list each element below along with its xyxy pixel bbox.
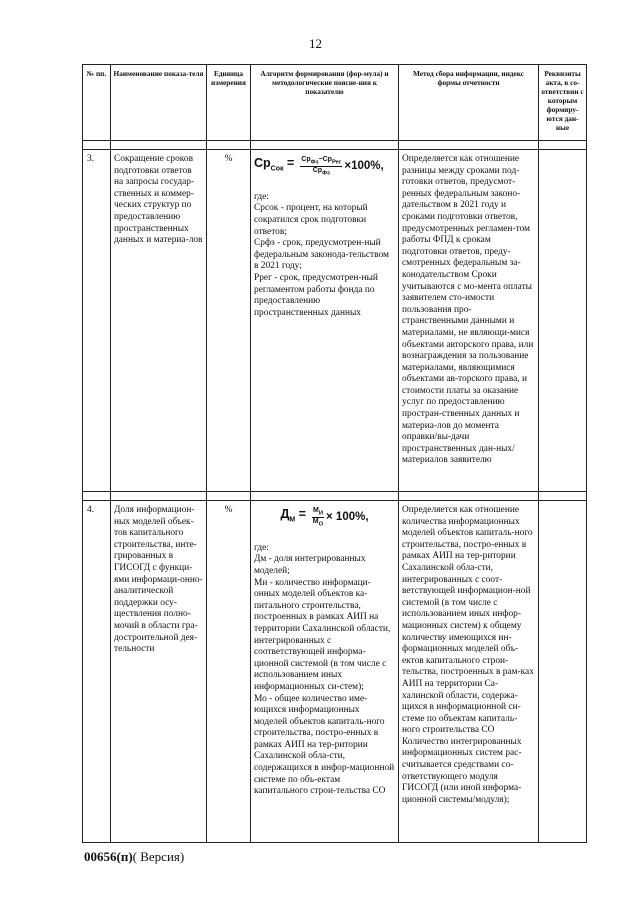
document-version-label: ( Версия) (132, 849, 185, 864)
unit: % (207, 150, 251, 492)
row-number: 3. (83, 150, 111, 492)
definition: Срфз - срок, предусмотрен-ный федеральным законода-тельством в 2021 году; (254, 238, 389, 272)
algorithm-cell (251, 150, 399, 492)
indicator-name: Сокращение сроков подготовки ответов на запросы государ-ственных и коммер-ческих структур по предоставлению пространственных данных и материа-лов (111, 150, 207, 492)
header-method: Метод сбора информации, индекс формы отчетности (399, 65, 539, 141)
definition: Ррег - срок, предусмотрен-ный регламентом работы фонда по предоставлению пространственных данных (254, 272, 378, 318)
header-number: № пп. (83, 65, 111, 141)
table-gap-row (83, 141, 587, 150)
definition: Дм - доля интегрированных моделей; (254, 554, 366, 576)
document-code: 00656(п) (84, 849, 133, 864)
table-row (83, 501, 587, 843)
definition: Срсок - процент, на который сократился срок подготовки ответов; (254, 203, 368, 237)
definition: Ми - количество информаци-онных моделей объектов ка-питального строительства, построенных в рамках АИП на территории Сахалинской области, интегрированных с соответствующей информа-ционной системой (в том числе с использованием иных информационных си-стем); (254, 577, 391, 692)
row-number: 4. (83, 501, 111, 843)
method-text: Определяется как отношение количества информационных моделей объектов капиталь-ного строительства, постро-енных в рамках АИП на тер-ритории Сахалинской обла-сти, интегрированных с соот-ветствующей информацион-ной системой (в том числе с использованием иных инфор-мационных систем) к общему количеству имеющихся ин-формационных моделей объ-ектов капитального строи-тельства, построенных в рам-ках АИП на территории Са-халинской области, содержа-щихся в информационной си-стеме по объектам капиталь-ного строительства СО Количество интегрированных информационных систем рас-считывается средствами со-ответствующего модуля ГИСОГД (или иной информа-ционной системы/модуля); (399, 501, 539, 843)
header-indicator-name: Наименование показа-теля (111, 65, 207, 141)
header-algorithm: Алгоритм формирования (фор-мула) и методологические поясне-ния к показателю (251, 65, 399, 141)
where-label: где: (254, 542, 269, 553)
formula-fraction: $\frac{М_И}{М_О}$ (312, 507, 324, 528)
requisites-text (539, 501, 587, 843)
header-unit: Единица измерения (207, 65, 251, 141)
header-requisites: Реквизиты акта, в со-ответствии с которым формиру-ются дан-ные (539, 65, 587, 141)
page-number: 12 (309, 36, 322, 51)
indicator-table (82, 64, 587, 843)
table-row (83, 150, 587, 492)
formula-lhs: $Cp_{Сок}$ = (254, 156, 295, 173)
table-header-row (83, 65, 587, 141)
document-footer (84, 849, 184, 865)
unit: % (207, 501, 251, 843)
table-gap-row (83, 492, 587, 501)
formula: $Cp_{Сок}$ = $\frac{Cp_{Фз}-Cp_{Рег}}{Cp_{Фз}}$ ×100%, (254, 156, 384, 177)
where-label: где: (254, 191, 269, 202)
formula: $Д_М$ = $\frac{М_И}{М_О}$ × 100%, (280, 507, 369, 528)
definition: Мо - общее количество име-ющихся информационных моделей объектов капиталь-ного строительства, постро-енных в рамках АИП на тер-ритории Сахалинской обла-сти, содержащихся в инфор-мационной системе по объ-ектам капитального строи-тельства СО (254, 693, 395, 797)
method-text: Определяется как отношение разницы между сроками под-готовки ответов, предусмот-ренных федеральным законо-дательством в 2021 году и сроками подготовки ответов, предусмотренных регламен-том работы ФПД к срокам подготовки ответов, преду-смотренных федеральным за-конодательством Сроки учитываются с мо-мента оплаты заявителем сто-имости пользования про-странственными данными и материалами, не являющи-мися объектами авторского права, или вознаграждения за пользование материалами, являющимися объектами ав-торского права, и стоимости платы за оказание услуг по предоставлению простран-ственных данных и материа-лов до момента оправки/вы-дачи пространственных дан-ных/материалов заявителю (399, 150, 539, 492)
formula-fraction: $\frac{Cp_{Фз}-Cp_{Рег}}{Cp_{Фз}}$ (301, 156, 342, 177)
algorithm-cell (251, 501, 399, 843)
indicator-name: Доля информацион-ных моделей объек-тов капитального строительства, инте-грированных в ГИСОГД с функци-ями информаци-онно-аналитической поддержки осу-ществления полно-мочий в области гра-достроительной дея-тельности (111, 501, 207, 843)
requisites-text (539, 150, 587, 492)
formula-lhs: $Д_М$ = (280, 507, 306, 524)
